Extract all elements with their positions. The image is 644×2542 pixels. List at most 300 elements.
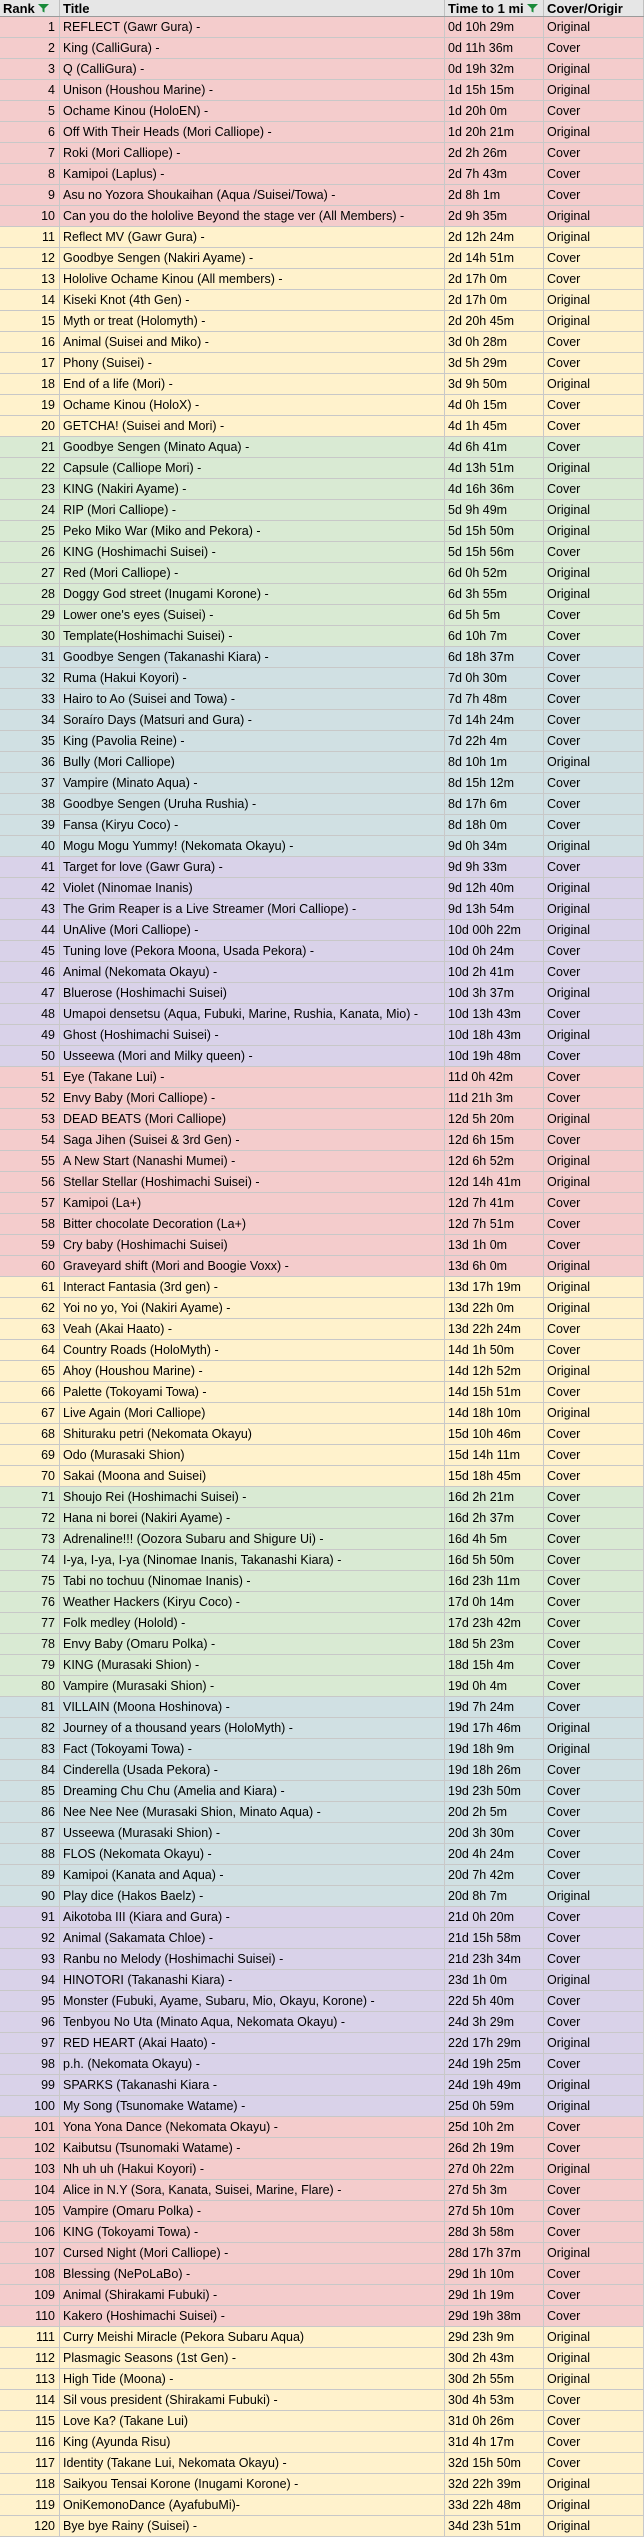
title-cell[interactable]: KING (Hoshimachi Suisei) - [60,542,445,563]
rank-cell[interactable]: 77 [0,1613,60,1634]
rank-cell[interactable]: 19 [0,395,60,416]
title-cell[interactable]: FLOS (Nekomata Okayu) - [60,1844,445,1865]
title-cell[interactable]: King (Ayunda Risu) [60,2432,445,2453]
title-cell[interactable]: Weather Hackers (Kiryu Coco) - [60,1592,445,1613]
time-cell[interactable]: 7d 0h 30m [445,668,544,689]
type-cell[interactable]: Cover [544,1067,644,1088]
title-cell[interactable]: The Grim Reaper is a Live Streamer (Mori Calliope) - [60,899,445,920]
rank-cell[interactable]: 100 [0,2096,60,2117]
title-cell[interactable]: Country Roads (HoloMyth) - [60,1340,445,1361]
rank-cell[interactable]: 22 [0,458,60,479]
title-cell[interactable]: Yoi no yo, Yoi (Nakiri Ayame) - [60,1298,445,1319]
title-cell[interactable]: Kaibutsu (Tsunomaki Watame) - [60,2138,445,2159]
rank-cell[interactable]: 40 [0,836,60,857]
type-cell[interactable]: Original [544,2516,644,2537]
type-cell[interactable]: Cover [544,941,644,962]
rank-cell[interactable]: 25 [0,521,60,542]
title-cell[interactable]: Q (CalliGura) - [60,59,445,80]
rank-cell[interactable]: 84 [0,1760,60,1781]
type-cell[interactable]: Original [544,59,644,80]
time-cell[interactable]: 12d 7h 41m [445,1193,544,1214]
rank-cell[interactable]: 86 [0,1802,60,1823]
time-cell[interactable]: 5d 15h 56m [445,542,544,563]
title-cell[interactable]: Shoujo Rei (Hoshimachi Suisei) - [60,1487,445,1508]
rank-cell[interactable]: 60 [0,1256,60,1277]
time-cell[interactable]: 19d 17h 46m [445,1718,544,1739]
rank-cell[interactable]: 44 [0,920,60,941]
title-cell[interactable]: Bye bye Rainy (Suisei) - [60,2516,445,2537]
title-cell[interactable]: Fansa (Kiryu Coco) - [60,815,445,836]
rank-cell[interactable]: 43 [0,899,60,920]
title-cell[interactable]: Mogu Mogu Yummy! (Nekomata Okayu) - [60,836,445,857]
type-cell[interactable]: Original [544,500,644,521]
time-cell[interactable]: 24d 19h 25m [445,2054,544,2075]
rank-cell[interactable]: 1 [0,17,60,38]
time-cell[interactable]: 6d 5h 5m [445,605,544,626]
title-cell[interactable]: Off With Their Heads (Mori Calliope) - [60,122,445,143]
time-cell[interactable]: 13d 22h 24m [445,1319,544,1340]
title-cell[interactable]: King (Pavolia Reine) - [60,731,445,752]
type-cell[interactable]: Cover [544,1193,644,1214]
type-cell[interactable]: Original [544,1277,644,1298]
type-cell[interactable]: Cover [544,437,644,458]
rank-cell[interactable]: 13 [0,269,60,290]
type-cell[interactable]: Cover [544,1487,644,1508]
title-cell[interactable]: Monster (Fubuki, Ayame, Subaru, Mio, Okayu, Korone) - [60,1991,445,2012]
type-cell[interactable]: Cover [544,857,644,878]
time-cell[interactable]: 4d 1h 45m [445,416,544,437]
title-cell[interactable]: Adrenaline!!! (Oozora Subaru and Shigure Ui) - [60,1529,445,1550]
type-cell[interactable]: Cover [544,269,644,290]
title-cell[interactable]: Bitter chocolate Decoration (La+) [60,1214,445,1235]
title-cell[interactable]: Goodbye Sengen (Takanashi Kiara) - [60,647,445,668]
title-cell[interactable]: Umapoi densetsu (Aqua, Fubuki, Marine, Rushia, Kanata, Mio) - [60,1004,445,1025]
title-cell[interactable]: RED HEART (Akai Haato) - [60,2033,445,2054]
rank-cell[interactable]: 119 [0,2495,60,2516]
time-cell[interactable]: 22d 17h 29m [445,2033,544,2054]
time-cell[interactable]: 5d 15h 50m [445,521,544,542]
rank-cell[interactable]: 58 [0,1214,60,1235]
type-cell[interactable]: Original [544,1886,644,1907]
rank-cell[interactable]: 113 [0,2369,60,2390]
type-cell[interactable]: Cover [544,2306,644,2327]
rank-cell[interactable]: 28 [0,584,60,605]
type-cell[interactable]: Cover [544,2390,644,2411]
type-cell[interactable]: Original [544,2159,644,2180]
time-cell[interactable]: 30d 4h 53m [445,2390,544,2411]
time-cell[interactable]: 31d 4h 17m [445,2432,544,2453]
time-cell[interactable]: 32d 15h 50m [445,2453,544,2474]
rank-cell[interactable]: 90 [0,1886,60,1907]
title-cell[interactable]: Aikotoba III (Kiara and Gura) - [60,1907,445,1928]
title-cell[interactable]: Envy Baby (Mori Calliope) - [60,1088,445,1109]
time-cell[interactable]: 14d 12h 52m [445,1361,544,1382]
time-cell[interactable]: 9d 13h 54m [445,899,544,920]
type-cell[interactable]: Cover [544,1928,644,1949]
type-cell[interactable]: Original [544,1361,644,1382]
time-cell[interactable]: 10d 00h 22m [445,920,544,941]
type-cell[interactable]: Cover [544,416,644,437]
type-cell[interactable]: Original [544,1151,644,1172]
title-cell[interactable]: Kiseki Knot (4th Gen) - [60,290,445,311]
title-cell[interactable]: KING (Tokoyami Towa) - [60,2222,445,2243]
time-cell[interactable]: 1d 20h 21m [445,122,544,143]
type-cell[interactable]: Original [544,2495,644,2516]
rank-cell[interactable]: 91 [0,1907,60,1928]
title-cell[interactable]: Kakero (Hoshimachi Suisei) - [60,2306,445,2327]
rank-cell[interactable]: 14 [0,290,60,311]
rank-cell[interactable]: 95 [0,1991,60,2012]
rank-cell[interactable]: 55 [0,1151,60,1172]
time-cell[interactable]: 23d 1h 0m [445,1970,544,1991]
rank-cell[interactable]: 33 [0,689,60,710]
rank-cell[interactable]: 21 [0,437,60,458]
type-cell[interactable]: Cover [544,1802,644,1823]
title-cell[interactable]: Usseewa (Mori and Milky queen) - [60,1046,445,1067]
time-cell[interactable]: 24d 19h 49m [445,2075,544,2096]
time-cell[interactable]: 29d 23h 9m [445,2327,544,2348]
type-cell[interactable]: Cover [544,710,644,731]
time-cell[interactable]: 6d 3h 55m [445,584,544,605]
time-cell[interactable]: 33d 22h 48m [445,2495,544,2516]
time-cell[interactable]: 28d 3h 58m [445,2222,544,2243]
time-cell[interactable]: 0d 19h 32m [445,59,544,80]
title-cell[interactable]: Love Ka? (Takane Lui) [60,2411,445,2432]
rank-cell[interactable]: 74 [0,1550,60,1571]
type-cell[interactable]: Original [544,2474,644,2495]
rank-cell[interactable]: 120 [0,2516,60,2537]
type-cell[interactable]: Original [544,521,644,542]
type-cell[interactable]: Cover [544,1466,644,1487]
time-cell[interactable]: 16d 23h 11m [445,1571,544,1592]
time-cell[interactable]: 29d 19h 38m [445,2306,544,2327]
type-cell[interactable]: Cover [544,731,644,752]
type-cell[interactable]: Cover [544,101,644,122]
time-cell[interactable]: 21d 15h 58m [445,1928,544,1949]
time-cell[interactable]: 16d 2h 21m [445,1487,544,1508]
filter-icon[interactable] [527,3,538,13]
title-cell[interactable]: A New Start (Nanashi Mumei) - [60,1151,445,1172]
rank-cell[interactable]: 5 [0,101,60,122]
time-cell[interactable]: 12d 5h 20m [445,1109,544,1130]
type-cell[interactable]: Original [544,1718,644,1739]
type-cell[interactable]: Cover [544,38,644,59]
title-cell[interactable]: I-ya, I-ya, I-ya (Ninomae Inanis, Takanashi Kiara) - [60,1550,445,1571]
rank-cell[interactable]: 52 [0,1088,60,1109]
type-cell[interactable]: Cover [544,1865,644,1886]
rank-cell[interactable]: 79 [0,1655,60,1676]
title-cell[interactable]: Envy Baby (Omaru Polka) - [60,1634,445,1655]
title-cell[interactable]: End of a life (Mori) - [60,374,445,395]
type-cell[interactable]: Cover [544,164,644,185]
type-cell[interactable]: Original [544,1298,644,1319]
title-cell[interactable]: Alice in N.Y (Sora, Kanata, Suisei, Marine, Flare) - [60,2180,445,2201]
type-cell[interactable]: Cover [544,1760,644,1781]
title-cell[interactable]: Ahoy (Houshou Marine) - [60,1361,445,1382]
rank-cell[interactable]: 32 [0,668,60,689]
title-cell[interactable]: Nh uh uh (Hakui Koyori) - [60,2159,445,2180]
type-cell[interactable]: Original [544,17,644,38]
time-cell[interactable]: 20d 3h 30m [445,1823,544,1844]
time-cell[interactable]: 11d 21h 3m [445,1088,544,1109]
rank-cell[interactable]: 106 [0,2222,60,2243]
title-cell[interactable]: REFLECT (Gawr Gura) - [60,17,445,38]
time-cell[interactable]: 17d 23h 42m [445,1613,544,1634]
rank-cell[interactable]: 109 [0,2285,60,2306]
title-cell[interactable]: Stellar Stellar (Hoshimachi Suisei) - [60,1172,445,1193]
time-cell[interactable]: 13d 17h 19m [445,1277,544,1298]
type-cell[interactable]: Original [544,920,644,941]
time-cell[interactable]: 14d 1h 50m [445,1340,544,1361]
title-cell[interactable]: Lower one's eyes (Suisei) - [60,605,445,626]
time-cell[interactable]: 2d 20h 45m [445,311,544,332]
type-cell[interactable]: Cover [544,2264,644,2285]
rank-cell[interactable]: 118 [0,2474,60,2495]
title-cell[interactable]: My Song (Tsunomake Watame) - [60,2096,445,2117]
time-cell[interactable]: 2d 2h 26m [445,143,544,164]
time-cell[interactable]: 14d 18h 10m [445,1403,544,1424]
title-cell[interactable]: Sakai (Moona and Suisei) [60,1466,445,1487]
rank-cell[interactable]: 78 [0,1634,60,1655]
title-cell[interactable]: High Tide (Moona) - [60,2369,445,2390]
time-cell[interactable]: 26d 2h 19m [445,2138,544,2159]
type-cell[interactable]: Cover [544,185,644,206]
time-cell[interactable]: 9d 12h 40m [445,878,544,899]
type-cell[interactable]: Cover [544,1424,644,1445]
type-cell[interactable]: Original [544,899,644,920]
title-cell[interactable]: Hololive Ochame Kinou (All members) - [60,269,445,290]
rank-cell[interactable]: 39 [0,815,60,836]
time-cell[interactable]: 7d 22h 4m [445,731,544,752]
type-cell[interactable]: Cover [544,1676,644,1697]
type-cell[interactable]: Original [544,2327,644,2348]
title-cell[interactable]: Animal (Suisei and Miko) - [60,332,445,353]
rank-cell[interactable]: 30 [0,626,60,647]
rank-cell[interactable]: 54 [0,1130,60,1151]
time-cell[interactable]: 24d 3h 29m [445,2012,544,2033]
title-cell[interactable]: Tabi no tochuu (Ninomae Inanis) - [60,1571,445,1592]
type-cell[interactable]: Original [544,983,644,1004]
time-cell[interactable]: 14d 15h 51m [445,1382,544,1403]
type-cell[interactable]: Cover [544,1550,644,1571]
time-cell[interactable]: 25d 0h 59m [445,2096,544,2117]
rank-cell[interactable]: 117 [0,2453,60,2474]
rank-column-header[interactable] [0,0,60,16]
title-cell[interactable]: KING (Nakiri Ayame) - [60,479,445,500]
rank-cell[interactable]: 63 [0,1319,60,1340]
type-cell[interactable]: Cover [544,1991,644,2012]
type-cell[interactable]: Cover [544,353,644,374]
title-cell[interactable]: Saga Jihen (Suisei & 3rd Gen) - [60,1130,445,1151]
time-cell[interactable]: 8d 17h 6m [445,794,544,815]
rank-cell[interactable]: 9 [0,185,60,206]
time-cell[interactable]: 2d 17h 0m [445,290,544,311]
type-cell[interactable]: Original [544,2096,644,2117]
title-cell[interactable]: Ranbu no Melody (Hoshimachi Suisei) - [60,1949,445,1970]
title-cell[interactable]: Target for love (Gawr Gura) - [60,857,445,878]
type-cell[interactable]: Original [544,2033,644,2054]
type-cell[interactable]: Cover [544,395,644,416]
rank-cell[interactable]: 16 [0,332,60,353]
type-cell[interactable]: Original [544,122,644,143]
time-cell[interactable]: 20d 8h 7m [445,1886,544,1907]
time-cell[interactable]: 3d 9h 50m [445,374,544,395]
title-cell[interactable]: Kamipoi (Laplus) - [60,164,445,185]
type-cell[interactable]: Cover [544,2453,644,2474]
type-cell[interactable]: Original [544,1403,644,1424]
title-cell[interactable]: Odo (Murasaki Shion) [60,1445,445,1466]
title-cell[interactable]: Myth or treat (Holomyth) - [60,311,445,332]
type-cell[interactable]: Cover [544,1004,644,1025]
rank-cell[interactable]: 67 [0,1403,60,1424]
type-cell[interactable]: Original [544,80,644,101]
type-cell[interactable]: Cover [544,2411,644,2432]
title-cell[interactable]: Dreaming Chu Chu (Amelia and Kiara) - [60,1781,445,1802]
title-cell[interactable]: Kamipoi (Kanata and Aqua) - [60,1865,445,1886]
time-cell[interactable]: 30d 2h 55m [445,2369,544,2390]
time-cell[interactable]: 15d 18h 45m [445,1466,544,1487]
type-cell[interactable]: Cover [544,143,644,164]
title-cell[interactable]: Eye (Takane Lui) - [60,1067,445,1088]
time-cell[interactable]: 20d 2h 5m [445,1802,544,1823]
title-cell[interactable]: Reflect MV (Gawr Gura) - [60,227,445,248]
type-cell[interactable]: Original [544,1970,644,1991]
type-cell[interactable]: Original [544,458,644,479]
rank-cell[interactable]: 65 [0,1361,60,1382]
rank-cell[interactable]: 80 [0,1676,60,1697]
rank-cell[interactable]: 26 [0,542,60,563]
time-cell[interactable]: 1d 15h 15m [445,80,544,101]
title-cell[interactable]: King (CalliGura) - [60,38,445,59]
title-cell[interactable]: Ruma (Hakui Koyori) - [60,668,445,689]
time-cell[interactable]: 19d 7h 24m [445,1697,544,1718]
type-cell[interactable]: Original [544,2369,644,2390]
time-cell[interactable]: 7d 7h 48m [445,689,544,710]
title-cell[interactable]: Graveyard shift (Mori and Boogie Voxx) - [60,1256,445,1277]
type-cell[interactable]: Cover [544,1634,644,1655]
rank-cell[interactable]: 23 [0,479,60,500]
time-cell[interactable]: 6d 18h 37m [445,647,544,668]
type-cell[interactable]: Cover [544,1319,644,1340]
type-cell[interactable]: Cover [544,2222,644,2243]
type-cell[interactable]: Cover [544,1907,644,1928]
title-cell[interactable]: Ghost (Hoshimachi Suisei) - [60,1025,445,1046]
rank-cell[interactable]: 11 [0,227,60,248]
rank-cell[interactable]: 93 [0,1949,60,1970]
rank-cell[interactable]: 47 [0,983,60,1004]
time-cell[interactable]: 10d 0h 24m [445,941,544,962]
rank-cell[interactable]: 92 [0,1928,60,1949]
rank-cell[interactable]: 97 [0,2033,60,2054]
rank-cell[interactable]: 38 [0,794,60,815]
title-cell[interactable]: Cry baby (Hoshimachi Suisei) [60,1235,445,1256]
type-cell[interactable]: Cover [544,1571,644,1592]
time-cell[interactable]: 2d 12h 24m [445,227,544,248]
title-cell[interactable]: HINOTORI (Takanashi Kiara) - [60,1970,445,1991]
title-cell[interactable]: Doggy God street (Inugami Korone) - [60,584,445,605]
rank-cell[interactable]: 87 [0,1823,60,1844]
title-cell[interactable]: OniKemonoDance (AyafubuMi)- [60,2495,445,2516]
rank-cell[interactable]: 101 [0,2117,60,2138]
rank-cell[interactable]: 57 [0,1193,60,1214]
type-cell[interactable]: Cover [544,2117,644,2138]
type-cell[interactable]: Cover [544,1613,644,1634]
time-cell[interactable]: 20d 4h 24m [445,1844,544,1865]
filter-icon[interactable] [38,3,49,13]
time-cell[interactable]: 15d 14h 11m [445,1445,544,1466]
time-cell[interactable]: 13d 1h 0m [445,1235,544,1256]
title-cell[interactable]: Red (Mori Calliope) - [60,563,445,584]
rank-cell[interactable]: 62 [0,1298,60,1319]
type-cell[interactable]: Cover [544,248,644,269]
title-cell[interactable]: Bluerose (Hoshimachi Suisei) [60,983,445,1004]
rank-cell[interactable]: 29 [0,605,60,626]
type-cell[interactable]: Cover [544,815,644,836]
rank-cell[interactable]: 81 [0,1697,60,1718]
rank-cell[interactable]: 98 [0,2054,60,2075]
title-cell[interactable]: Sil vous president (Shirakami Fubuki) - [60,2390,445,2411]
title-cell[interactable]: Goodbye Sengen (Minato Aqua) - [60,437,445,458]
title-cell[interactable]: Fact (Tokoyami Towa) - [60,1739,445,1760]
title-cell[interactable]: Curry Meishi Miracle (Pekora Subaru Aqua) [60,2327,445,2348]
type-cell[interactable]: Cover [544,2201,644,2222]
rank-cell[interactable]: 15 [0,311,60,332]
type-cell[interactable]: Cover [544,479,644,500]
time-cell[interactable]: 6d 10h 7m [445,626,544,647]
time-cell[interactable]: 34d 23h 51m [445,2516,544,2537]
title-cell[interactable]: p.h. (Nekomata Okayu) - [60,2054,445,2075]
type-cell[interactable]: Original [544,227,644,248]
time-cell[interactable]: 28d 17h 37m [445,2243,544,2264]
type-cell[interactable]: Original [544,584,644,605]
rank-cell[interactable]: 115 [0,2411,60,2432]
type-cell[interactable]: Original [544,1025,644,1046]
time-cell[interactable]: 19d 18h 9m [445,1739,544,1760]
type-cell[interactable]: Cover [544,605,644,626]
type-cell[interactable]: Original [544,290,644,311]
rank-cell[interactable]: 10 [0,206,60,227]
time-cell[interactable]: 27d 5h 3m [445,2180,544,2201]
time-cell[interactable]: 3d 0h 28m [445,332,544,353]
rank-cell[interactable]: 89 [0,1865,60,1886]
rank-cell[interactable]: 12 [0,248,60,269]
rank-cell[interactable]: 82 [0,1718,60,1739]
time-cell[interactable]: 32d 22h 39m [445,2474,544,2495]
title-cell[interactable]: Ochame Kinou (HoloX) - [60,395,445,416]
rank-cell[interactable]: 94 [0,1970,60,1991]
title-cell[interactable]: UnAlive (Mori Calliope) - [60,920,445,941]
time-cell[interactable]: 22d 5h 40m [445,1991,544,2012]
title-cell[interactable]: Shiturаku petri (Nekomata Okayu) [60,1424,445,1445]
type-cell[interactable]: Original [544,311,644,332]
type-column-header[interactable] [544,0,644,16]
type-cell[interactable]: Original [544,836,644,857]
title-cell[interactable]: RIP (Mori Calliope) - [60,500,445,521]
time-cell[interactable]: 25d 10h 2m [445,2117,544,2138]
type-cell[interactable]: Cover [544,1382,644,1403]
title-cell[interactable]: Phony (Suisei) - [60,353,445,374]
title-cell[interactable]: Tuning love (Pekora Moona, Usada Pekora) - [60,941,445,962]
rank-cell[interactable]: 114 [0,2390,60,2411]
title-cell[interactable]: Tenbyou No Uta (Minato Aqua, Nekomata Okayu) - [60,2012,445,2033]
type-cell[interactable]: Cover [544,2012,644,2033]
rank-cell[interactable]: 68 [0,1424,60,1445]
type-cell[interactable]: Cover [544,1529,644,1550]
time-cell[interactable]: 19d 18h 26m [445,1760,544,1781]
type-cell[interactable]: Cover [544,1949,644,1970]
time-cell[interactable]: 2d 7h 43m [445,164,544,185]
type-cell[interactable]: Original [544,878,644,899]
